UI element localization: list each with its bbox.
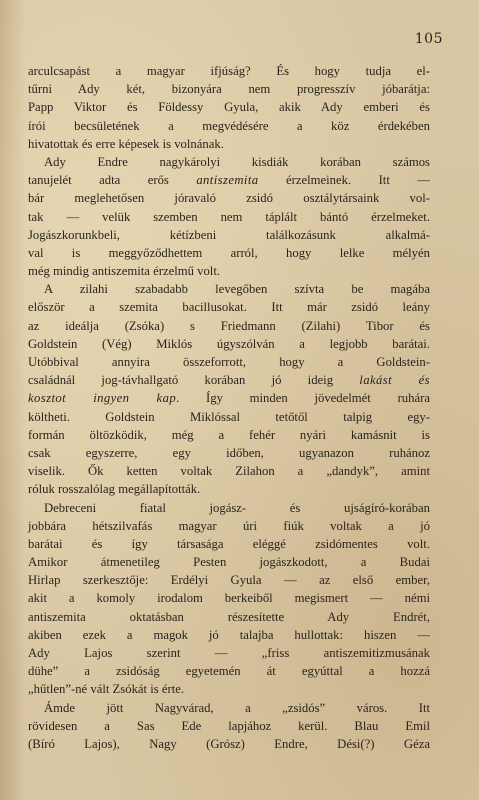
text-line: Debreceni fiatal jogász- és ujságíró-korában bbox=[44, 500, 430, 515]
text-line: Utóbbival annyira összeforrott, hogy a Goldstein- bbox=[28, 355, 430, 369]
text-line: bár meglehetősen jóravaló zsidó osztálytársaink vol- bbox=[28, 191, 430, 206]
emphasis-text: lakást és bbox=[359, 373, 430, 388]
text-line: hivatottak és erre képesek is volnának. bbox=[28, 136, 224, 151]
text-line: akiben ezek a magok jó talajba hullottak: hiszen — bbox=[28, 627, 430, 642]
text-fragment: családnál jog-távhallgató korában jó ideig bbox=[28, 373, 334, 388]
text-fragment: tanujelét adta erős bbox=[28, 173, 169, 188]
text-line: Jogászkorunkbeli, kétízbeni találkozásunk alkalmá- bbox=[28, 227, 430, 242]
text-block bbox=[28, 62, 430, 753]
page-number: 105 bbox=[414, 31, 443, 47]
text-line: Ady Endre nagykárolyi kisdiák korában számos bbox=[44, 154, 430, 169]
text-line: A zilahi szabadabb levegőben szívta be magába bbox=[44, 282, 430, 297]
text-line: „hűtlen”-né vált Zsókát is érte. bbox=[28, 682, 185, 697]
emphasis-text: antiszemita bbox=[196, 173, 259, 188]
text-line: Ámde jött Nagyvárad, a „zsidós” város. Itt bbox=[44, 700, 430, 715]
text-line: először a szemita bacillusokat. Itt már zsidó leány bbox=[28, 300, 430, 315]
text-line-composite bbox=[28, 171, 430, 189]
text-line: Goldstein (Vég) Miklós úgyszólván a legjobb barátai. bbox=[28, 336, 430, 351]
text-line: arculcsapást a magyar ifjúság? És hogy tudja el- bbox=[28, 64, 430, 78]
text-line: róluk rosszalólag megállapították. bbox=[28, 482, 201, 497]
text-line: barátai és így társasága eléggé zsidómentes volt. bbox=[28, 536, 430, 551]
text-line: viselik. Ők ketten voltak Zilahon a „dandyk”, amint bbox=[28, 464, 430, 479]
text-line: költheti. Goldstein Miklóssal tetőtől talpig egy- bbox=[28, 409, 430, 424]
text-line: dühe” a zsidóság egyetemén át egyúttal a hozzá bbox=[28, 664, 430, 679]
text-line: írói becsületének a megvédésére a köz érdekében bbox=[28, 118, 430, 133]
text-line: az ideálja (Zsóka) s Friedmann (Zilahi) Tibor és bbox=[28, 318, 430, 333]
text-line: tűrni Ady két, bizonyára nem progresszív jóbarátja: bbox=[28, 82, 430, 97]
text-fragment: érzelmeinek. Itt — bbox=[258, 173, 430, 188]
text-line: Hirlap szerkesztője: Erdélyi Gyula — az első ember, bbox=[28, 573, 430, 588]
text-line: jobbára hétszilvafás magyar úri fiúk voltak a jó bbox=[28, 518, 430, 533]
text-line-composite bbox=[28, 389, 430, 407]
text-line: még mindig antiszemita érzelmű volt. bbox=[28, 264, 221, 279]
text-line: Ady Lajos szerint — „friss antiszemitizmusának bbox=[28, 646, 430, 660]
emphasis-text: kosztot ingyen kap bbox=[28, 391, 177, 406]
text-line: Papp Viktor és Földessy Gyula, akik Ady emberi és bbox=[28, 100, 430, 115]
text-line: val is meggyőződhettem arról, hogy lelke mélyén bbox=[28, 245, 430, 260]
text-fragment: . Így minden jövedelmét ruhára bbox=[176, 391, 430, 406]
text-line: rövidesen a Sas Ede lapjához kerül. Blau Emil bbox=[28, 718, 430, 733]
text-line: akit a komoly irodalom berkeiből megismert — némi bbox=[28, 591, 430, 606]
text-line: antiszemita oktatásban részesítette Ady Endrét, bbox=[28, 609, 430, 624]
text-line: csak egyszerre, egy időben, ugyanazon ruhánoz bbox=[28, 445, 430, 460]
text-line-composite bbox=[28, 371, 430, 389]
text-line: (Bíró Lajos), Nagy (Grósz) Endre, Dési(?) Géza bbox=[28, 736, 430, 751]
text-line: tak — velük szemben nem táplált bántó érzelmeket. bbox=[28, 209, 430, 224]
text-line: Amikor átmenetileg Pesten jogászkodott, a Budai bbox=[28, 555, 430, 570]
text-line: formán öltözködik, még a fehér nyári kamásnit is bbox=[28, 427, 430, 442]
